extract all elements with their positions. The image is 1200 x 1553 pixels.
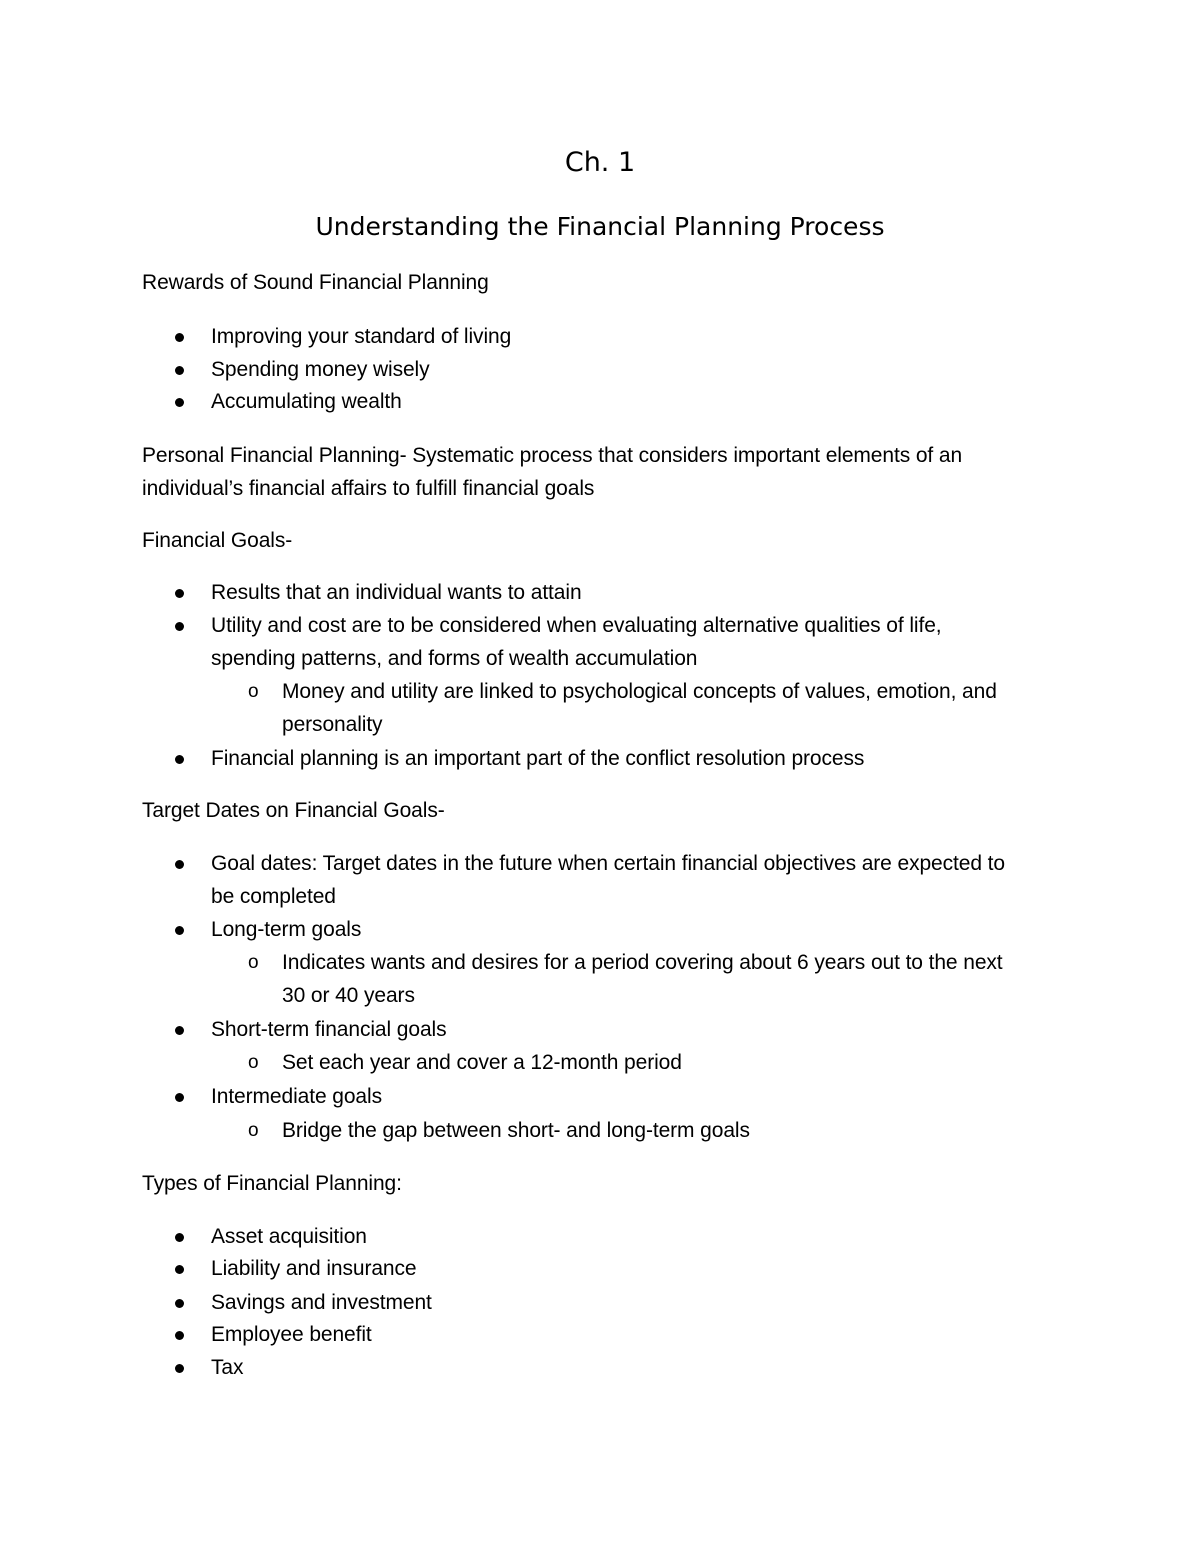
sub-list-item: Indicates wants and desires for a period covering about 6 years out to the next	[282, 951, 1003, 974]
list-item: Tax	[211, 1356, 244, 1379]
sub-bullet-icon: o	[248, 681, 259, 702]
bullet-icon	[175, 1233, 184, 1242]
sub-list-item: Money and utility are linked to psychological concepts of values, emotion, and	[282, 680, 997, 703]
bullet-icon	[175, 1299, 184, 1308]
bullet-icon	[175, 398, 184, 407]
list-item: Long-term goals	[211, 918, 362, 941]
bullet-icon	[175, 1093, 184, 1102]
list-item: Accumulating wealth	[211, 390, 402, 413]
list-item: Financial planning is an important part of the conflict resolution process	[211, 747, 865, 770]
bullet-icon	[175, 622, 184, 631]
list-item: Improving your standard of living	[211, 325, 512, 348]
list-item-continuation: spending patterns, and forms of wealth accumulation	[211, 647, 698, 670]
sub-list-item-continuation: 30 or 40 years	[282, 984, 415, 1007]
list-item-continuation: be completed	[211, 885, 336, 908]
list-item: Short-term financial goals	[211, 1018, 447, 1041]
definition-line: individual’s financial affairs to fulfill financial goals	[142, 477, 595, 500]
bullet-icon	[175, 366, 184, 375]
sub-list-item: Set each year and cover a 12-month period	[282, 1051, 682, 1074]
list-item: Goal dates: Target dates in the future when certain financial objectives are expected to	[211, 852, 1005, 875]
bullet-icon	[175, 333, 184, 342]
list-item: Employee benefit	[211, 1323, 372, 1346]
bullet-icon	[175, 589, 184, 598]
section-heading-rewards: Rewards of Sound Financial Planning	[142, 271, 489, 294]
list-item: Utility and cost are to be considered when evaluating alternative qualities of life,	[211, 614, 942, 637]
definition-line: Personal Financial Planning- Systematic process that considers important elements of an	[142, 444, 963, 467]
bullet-icon	[175, 860, 184, 869]
bullet-icon	[175, 1026, 184, 1035]
bullet-icon	[175, 926, 184, 935]
section-heading-financial-goals: Financial Goals-	[142, 529, 293, 552]
list-item: Asset acquisition	[211, 1225, 367, 1248]
section-heading-target-dates: Target Dates on Financial Goals-	[142, 799, 445, 822]
sub-list-item-continuation: personality	[282, 713, 383, 736]
bullet-icon	[175, 1331, 184, 1340]
sub-bullet-icon: o	[248, 1052, 259, 1073]
bullet-icon	[175, 1265, 184, 1274]
list-item: Intermediate goals	[211, 1085, 382, 1108]
sub-bullet-icon: o	[248, 952, 259, 973]
page-title: Understanding the Financial Planning Process	[315, 212, 885, 241]
section-heading-types: Types of Financial Planning:	[142, 1172, 402, 1195]
sub-list-item: Bridge the gap between short- and long-term goals	[282, 1119, 750, 1142]
list-item: Results that an individual wants to attain	[211, 581, 582, 604]
bullet-icon	[175, 755, 184, 764]
sub-bullet-icon: o	[248, 1120, 259, 1141]
bullet-icon	[175, 1364, 184, 1373]
chapter-number: Ch. 1	[564, 147, 636, 178]
list-item: Savings and investment	[211, 1291, 432, 1314]
list-item: Liability and insurance	[211, 1257, 417, 1280]
list-item: Spending money wisely	[211, 358, 430, 381]
